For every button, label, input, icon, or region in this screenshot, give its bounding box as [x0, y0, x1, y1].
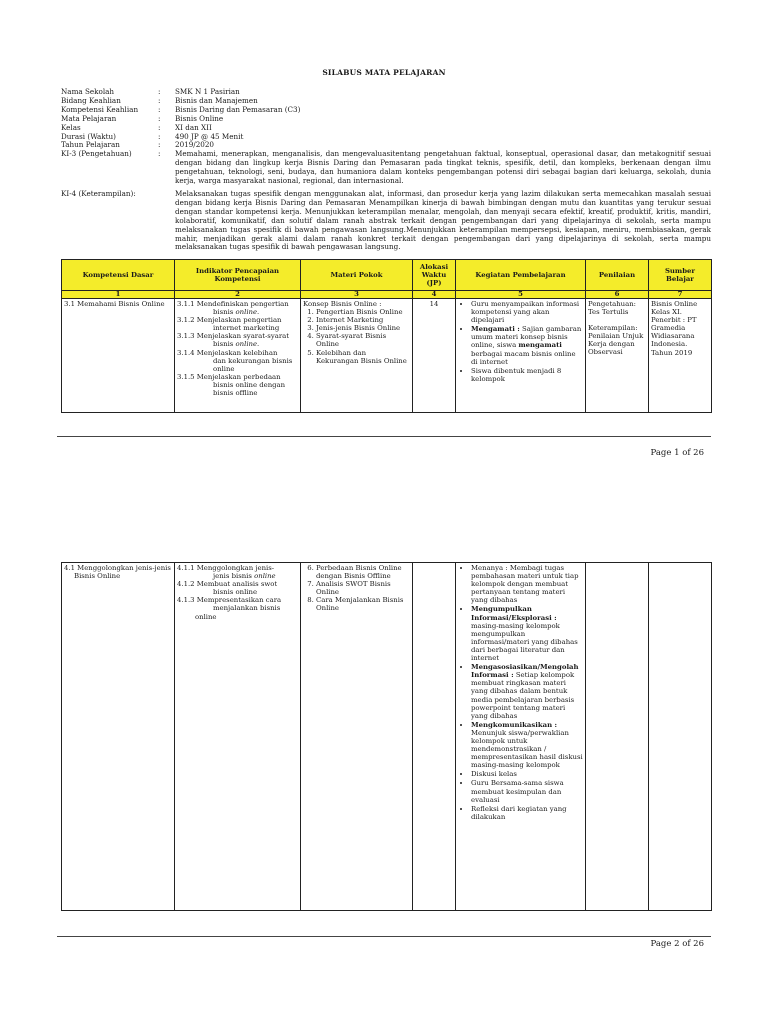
- syllabus-table-continued: [61, 562, 712, 911]
- info-value: Melaksanakan tugas spesifik dengan menggunakan alat, informasi, dan prosedur kerja yang lazim dilakukan serta memecahkan masalah sesuai dengan bidang kerja Bisnis Daring dan Pemasaran Menampilkan kinerja di bawah bimbingan dengan mutu dan kuantitas yang terukur sesuai dengan standar kompetensi kerja. Menunjukkan keterampilan menalar, mengolah, dan menyaji secara efektif, kreatif, produktif, kritis, mandiri, kolaboratif, komunikatif, dan solutif dalam ranah abstrak terkait dengan pengembangan dari yang dipelajarinya di sekolah, serta mampu melaksanakan tugas spesifik di bawah pengawasan langsung.Menunjukkan keterampilan mempersepsi, kesiapan, meniru, membiasakan, gerak mahir, menjadikan gerak alami dalam ranah konkret terkait dengan pengembangan dari yang dipelajarinya di sekolah, serta mampu melaksanakan tugas spesifik di bawah pengawasan langsung.: [175, 188, 711, 252]
- info-value: Bisnis Online: [175, 113, 224, 123]
- materi-item: 6. Perbedaan Bisnis Online dengan Bisnis Offline: [316, 564, 410, 580]
- info-colon: :: [158, 131, 161, 141]
- indikator-item: 3.1.3 Menjelaskan syarat-syarat bisnis online.: [177, 332, 290, 349]
- kegiatan-item: • Mengkomunikasikan : Menunjuk siswa/perwaklian kelompok untuk mendemonstrasikan / mempresentasikan hasil diskusi masing-masing kelompok: [471, 721, 583, 770]
- kegiatan-item: • Mengamati : Sajian gambaran umum materi konsep bisnis online, siswa mengamati berbagai macam bisnis online di internet: [471, 325, 583, 365]
- page-rule: [57, 436, 711, 437]
- kegiatan-cell: [456, 563, 586, 911]
- penilaian-cell: [586, 299, 649, 413]
- materi-cell: [301, 563, 413, 911]
- materi-item: 8. Cara Menjalankan Bisnis Online: [316, 596, 410, 612]
- table-row: [62, 563, 712, 911]
- info-value: XI dan XII: [175, 122, 212, 132]
- info-key: Nama Sekolah: [61, 87, 115, 96]
- kegiatan-cell: [456, 299, 586, 413]
- info-colon: :: [158, 122, 161, 132]
- kd-cell: 3.1 Memahami Bisnis Online: [62, 299, 175, 413]
- indikator-item: 4.1.2 Membuat analisis swot bisnis online: [177, 580, 278, 597]
- info-key: Durasi (Waktu): [61, 131, 116, 141]
- info-key: KI-3 (Pengetahuan): [61, 149, 132, 159]
- document-title: SILABUS MATA PELAJARAN: [322, 68, 446, 77]
- table-row: [62, 299, 712, 413]
- page-1: [0, 0, 768, 475]
- penilaian-line: Penilaian Unjuk Kerja dengan Observasi: [588, 332, 644, 357]
- column-number: 3: [301, 291, 413, 299]
- column-number-row: [62, 291, 712, 299]
- kegiatan-item: • Guru Bersama-sama siswa membuat kesimpulan dan evaluasi: [471, 779, 583, 803]
- indikator-item: 3.1.1 Mendefiniskan pengertian bisnis online.: [177, 300, 289, 317]
- indikator-item: 3.1.2 Menjelaskan pengertian internet marketing: [177, 316, 282, 333]
- materi-item: 5. Kelebihan dan Kekurangan Bisnis Online: [316, 349, 410, 365]
- header-alokasi-waktu: Alokasi Waktu (JP): [413, 260, 456, 291]
- syllabus-info: [61, 88, 711, 252]
- info-value: Bisnis Daring dan Pemasaran (C3): [175, 104, 301, 114]
- kegiatan-item: • Mengasosiasikan/Mengolah Informasi : Setiap kelompok membuat ringkasan materi yang dibahas dalam bentuk media pembelajaran berbasis powerpoint tentang materi yang dibahas: [471, 663, 583, 720]
- column-number: 6: [586, 291, 649, 299]
- kegiatan-item: • Guru menyampaikan informasi kompetensi yang akan dipelajari: [471, 300, 583, 324]
- header-materi-pokok: Materi Pokok: [301, 260, 413, 291]
- materi-item: 1. Pengertian Bisnis Online: [316, 308, 410, 316]
- page-2: [0, 475, 768, 1024]
- info-key: Kompetensi Keahlian: [61, 104, 139, 114]
- sumber-cell: [649, 563, 712, 911]
- indikator-item: 3.1.4 Menjelaskan kelebihan dan kekurangan bisnis online: [177, 348, 293, 373]
- indikator-item: 3.1.5 Menjelaskan perbedaan bisnis online dengan bisnis offline: [177, 372, 286, 398]
- info-key: Bidang Keahlian: [61, 95, 121, 105]
- penilaian-cell: [586, 563, 649, 911]
- penilaian-line: Tes Tertulis: [588, 308, 629, 317]
- info-row: [61, 190, 711, 252]
- materi-title: Konsep Bisnis Online :: [303, 300, 382, 308]
- column-number: 5: [456, 291, 586, 299]
- materi-list: [303, 308, 410, 365]
- kegiatan-item: • Menanya : Membagi tugas pembahasan materi untuk tiap kelompok dengan membuat pertanyaan tentang materi yang dibahas: [471, 564, 583, 604]
- column-number: 7: [649, 291, 712, 299]
- kegiatan-list: [458, 564, 583, 821]
- info-colon: :: [158, 104, 161, 114]
- kd-cell: 4.1 Menggolongkan jenis-jenis Bisnis Online: [62, 563, 175, 911]
- info-value: 2019/2020: [175, 140, 215, 150]
- info-value: SMK N 1 Pasirian: [175, 87, 240, 96]
- info-key: Tahun Pelajaran: [61, 140, 120, 150]
- column-number: 1: [62, 291, 175, 299]
- info-colon: :: [158, 140, 161, 150]
- kegiatan-item: • Mengumpulkan Informasi/Eksplorasi : masing-masing kelompok mengumpulkan informasi/materi yang dibahas dari berbagai literatur dan internet: [471, 605, 583, 662]
- info-colon: :: [158, 87, 161, 96]
- materi-item: 4. Syarat-syarat Bisnis Online: [316, 332, 410, 348]
- kegiatan-item: • Refleksi dari kegiatan yang dilakukan: [471, 805, 583, 821]
- info-colon: :: [158, 113, 161, 123]
- page-rule: [57, 936, 711, 937]
- sumber-cell: Bisnis Online Kelas XI. Penerbit : PT Gramedia Widiasarana Indonesia. Tahun 2019: [649, 299, 712, 413]
- info-row: [61, 150, 711, 186]
- header-kompetensi-dasar: Kompetensi Dasar: [62, 260, 175, 291]
- kegiatan-item: • Siswa dibentuk menjadi 8 kelompok: [471, 367, 583, 383]
- header-sumber-belajar: Sumber Belajar: [649, 260, 712, 291]
- page-number: Page 2 of 26: [650, 939, 704, 949]
- indikator-item: 4.1.1 Menggolongkan jenis- jenis bisnis online: [177, 564, 276, 581]
- column-number: 2: [175, 291, 301, 299]
- info-value: Memahami, menerapkan, menganalisis, dan mengevaluasitentang pengetahuan faktual, konseptual, operasional dasar, dan metakognitif sesuai dengan bidang dan lingkup kerja Bisnis Daring dan Pemasaran pada tingkat teknis, spesifik, detil, dan kompleks, berkenaan dengan ilmu pengetahuan, teknologi, seni, budaya, dan humaniora dalam konteks pengembangan potensi diri sebagai bagian dari keluarga, sekolah, dunia kerja, warga masyarakat nasional, regional, dan internasional.: [175, 149, 711, 186]
- info-colon: [158, 190, 175, 252]
- info-key: KI-4 (Keterampilan):: [61, 188, 136, 198]
- syllabus-table: [61, 259, 712, 413]
- info-colon: :: [158, 149, 161, 159]
- info-value: 490 JP @ 45 Menit: [175, 131, 244, 141]
- materi-cell: [301, 299, 413, 413]
- table-header-row: [62, 260, 712, 291]
- header-kegiatan: Kegiatan Pembelajaran: [456, 260, 586, 291]
- materi-list: [303, 564, 410, 613]
- materi-item: 7. Analisis SWOT Bisnis Online: [316, 580, 410, 596]
- info-key: Mata Pelajaran: [61, 113, 117, 123]
- penilaian-line: Pengetahuan:: [588, 300, 636, 308]
- materi-item: 2. Internet Marketing: [316, 316, 410, 324]
- header-indikator: Indikator Pencapaian Kompetensi: [175, 260, 301, 291]
- alokasi-cell: 14: [413, 299, 456, 413]
- indikator-item: 4.1.3 Mempresentasikan cara menjalankan bisnis online: [177, 596, 282, 621]
- penilaian-line: Keterampilan:: [588, 324, 638, 333]
- info-colon: :: [158, 95, 161, 105]
- penilaian-spacer: [588, 316, 646, 324]
- info-value: Bisnis dan Manajemen: [175, 95, 258, 105]
- indikator-cell: [175, 563, 301, 911]
- header-penilaian: Penilaian: [586, 260, 649, 291]
- kegiatan-item: • Diskusi kelas: [471, 770, 583, 778]
- info-key: Kelas: [61, 122, 81, 132]
- column-number: 4: [413, 291, 456, 299]
- materi-item: 3. Jenis-jenis Bisnis Online: [316, 324, 410, 332]
- kegiatan-list: [458, 300, 583, 383]
- alokasi-cell: [413, 563, 456, 911]
- indikator-cell: [175, 299, 301, 413]
- page-number: Page 1 of 26: [650, 448, 704, 458]
